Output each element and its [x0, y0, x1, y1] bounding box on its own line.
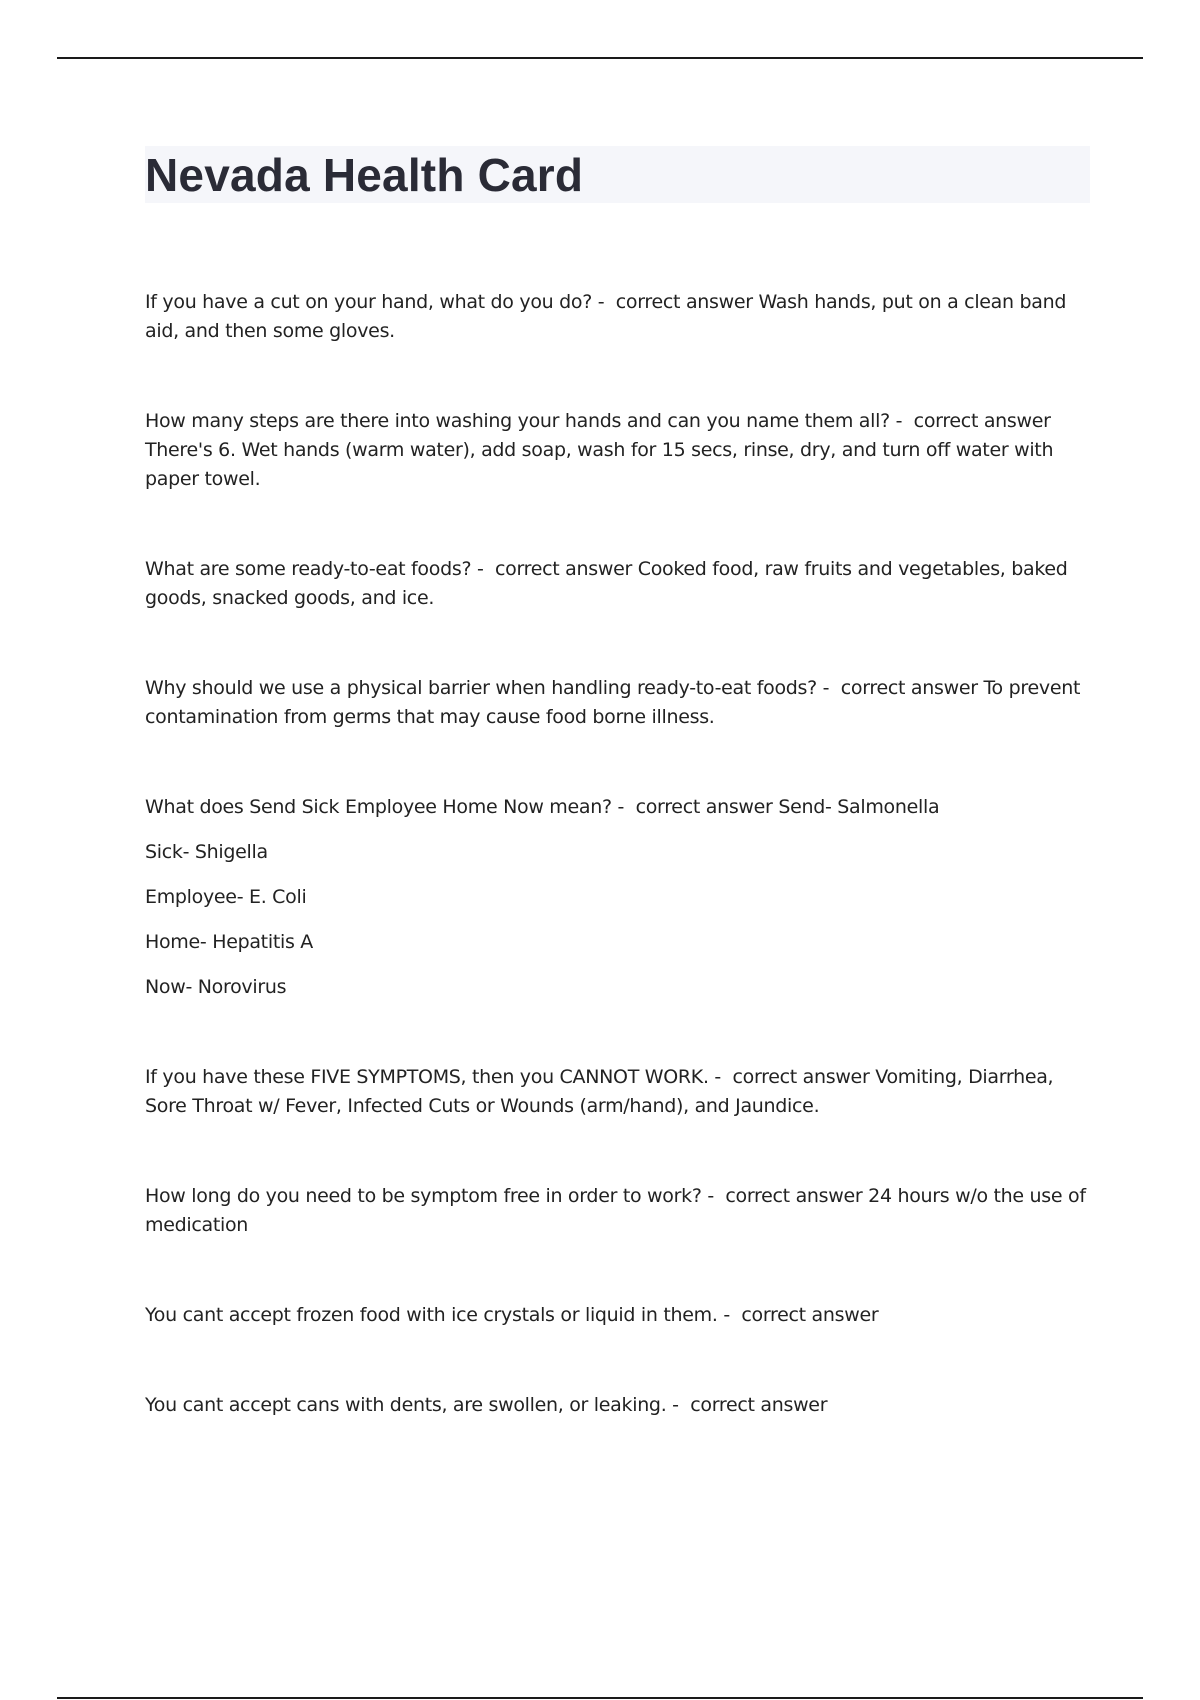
- qa-item: [145, 1391, 1090, 1420]
- answer-line: Employee- E. Coli: [145, 886, 307, 908]
- answer-label: correct answer: [732, 1066, 870, 1088]
- qa-text: [145, 1301, 1090, 1330]
- qa-item: [145, 1063, 1090, 1121]
- answer-line: Now- Norovirus: [145, 976, 287, 998]
- answer: Cooked food, raw fruits and vegetables, baked goods, snacked goods, and ice.: [145, 558, 1068, 609]
- qa-item: [145, 1301, 1090, 1330]
- answer-label: correct answer: [690, 1394, 828, 1416]
- qa-line: [145, 793, 1090, 822]
- question: What are some ready-to-eat foods? -: [145, 558, 484, 580]
- question: If you have these FIVE SYMPTOMS, then you CANNOT WORK. -: [145, 1066, 721, 1088]
- qa-text: [145, 793, 1090, 1002]
- bottom-rule: [57, 1697, 1143, 1699]
- qa-item: [145, 288, 1090, 346]
- answer: 24 hours w/o the use of medication: [145, 1185, 1086, 1236]
- qa-item: [145, 1182, 1090, 1240]
- qa-text: [145, 1391, 1090, 1420]
- answer: There's 6. Wet hands (warm water), add soap, wash for 15 secs, rinse, dry, and turn off water with paper towel.: [145, 439, 1054, 490]
- answer-label: correct answer: [725, 1185, 863, 1207]
- question: How many steps are there into washing your hands and can you name them all? -: [145, 410, 903, 432]
- answer: Vomiting, Diarrhea, Sore Throat w/ Fever, Infected Cuts or Wounds (arm/hand), and Jaundice.: [145, 1066, 1054, 1117]
- answer-label: correct answer: [840, 677, 978, 699]
- qa-text: [145, 1182, 1090, 1240]
- answer-label: correct answer: [495, 558, 633, 580]
- qa-item: [145, 555, 1090, 613]
- question: Why should we use a physical barrier when handling ready-to-eat foods? -: [145, 677, 830, 699]
- answer: Send- Salmonella: [778, 796, 940, 818]
- question: You cant accept frozen food with ice crystals or liquid in them. -: [145, 1304, 730, 1326]
- answer-line: Sick- Shigella: [145, 841, 268, 863]
- answer-label: correct answer: [913, 410, 1051, 432]
- question: If you have a cut on your hand, what do you do? -: [145, 291, 605, 313]
- qa-item: [145, 407, 1090, 494]
- qa-text: [145, 1063, 1090, 1121]
- answer: Wash hands, put on a clean band aid, and then some gloves.: [145, 291, 1067, 342]
- qa-text: [145, 555, 1090, 613]
- answer: To prevent contamination from germs that may cause food borne illness.: [145, 677, 1081, 728]
- answer-label: correct answer: [635, 796, 773, 818]
- document-body: [145, 146, 1090, 1481]
- question: How long do you need to be symptom free in order to work? -: [145, 1185, 714, 1207]
- answer-label: correct answer: [615, 291, 753, 313]
- document-title: Nevada Health Card: [145, 148, 584, 201]
- qa-item: [145, 674, 1090, 732]
- question: You cant accept cans with dents, are swollen, or leaking. -: [145, 1394, 679, 1416]
- answer-label: correct answer: [741, 1304, 879, 1326]
- qa-text: [145, 407, 1090, 494]
- question: What does Send Sick Employee Home Now mean? -: [145, 796, 625, 818]
- qa-item: [145, 793, 1090, 1002]
- title-bar: [145, 146, 1090, 203]
- answer-line: Home- Hepatitis A: [145, 931, 313, 953]
- qa-text: [145, 674, 1090, 732]
- qa-text: [145, 288, 1090, 346]
- top-rule: [57, 57, 1143, 59]
